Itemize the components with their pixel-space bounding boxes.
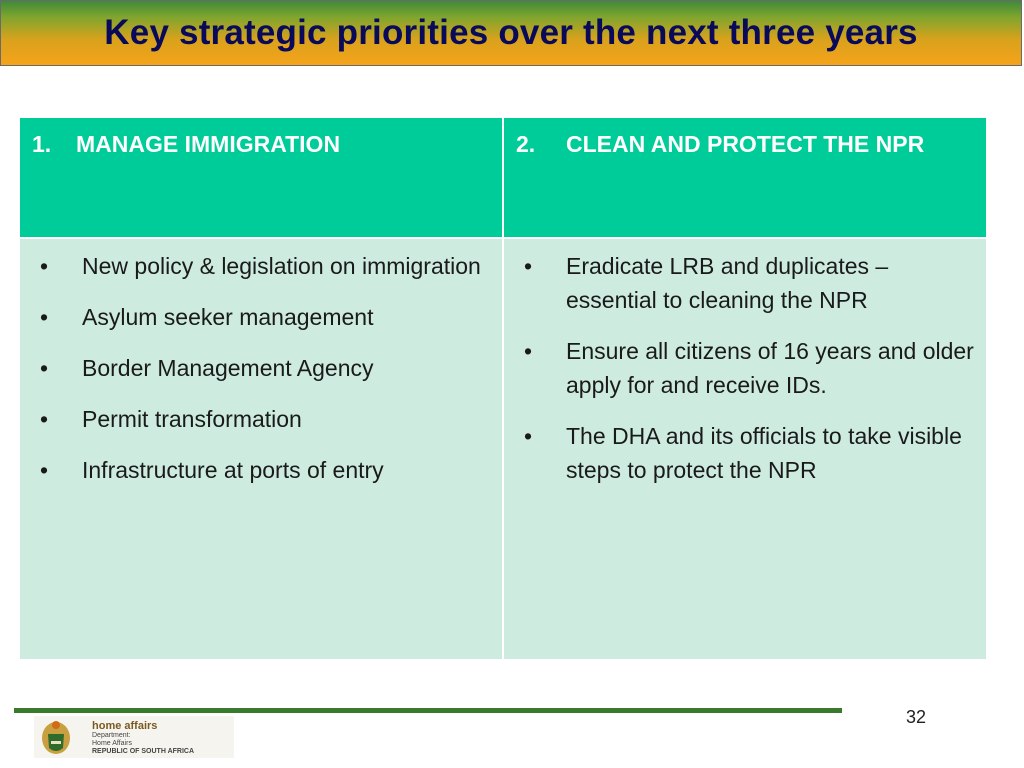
logo-line-2: Home Affairs: [92, 740, 132, 747]
column-body-manage-immigration: [19, 238, 503, 660]
bullet-icon: •: [524, 423, 533, 449]
list-item: [30, 249, 490, 283]
list-item-text: The DHA and its officials to take visible steps to protect the NPR: [566, 423, 962, 483]
list-item: [30, 402, 490, 436]
list-item: [30, 351, 490, 385]
slide-title: Key strategic priorities over the next three years: [104, 13, 918, 52]
list-item-text: Infrastructure at ports of entry: [82, 457, 384, 483]
bullet-list: [504, 239, 986, 487]
list-item: [30, 453, 490, 487]
bullet-icon: •: [40, 355, 49, 381]
bullet-icon: •: [40, 457, 49, 483]
bullet-icon: •: [524, 338, 533, 364]
list-item: [514, 419, 974, 487]
department-logo-text: [92, 720, 194, 756]
bullet-icon: •: [40, 304, 49, 330]
bullet-icon: •: [40, 253, 49, 279]
table-header-row: [19, 117, 987, 238]
footer-rule: [14, 708, 842, 713]
list-item-text: New policy & legislation on immigration: [82, 253, 481, 279]
column-header-manage-immigration: [19, 117, 503, 238]
logo-name: home affairs: [92, 720, 158, 732]
column-header-clean-protect-npr: [503, 117, 987, 238]
list-item: [30, 300, 490, 334]
column-number: 1.: [32, 131, 52, 157]
priorities-table: [18, 116, 988, 661]
column-heading: CLEAN AND PROTECT THE NPR: [566, 131, 925, 157]
list-item-text: Asylum seeker management: [82, 304, 374, 330]
column-number: 2.: [516, 131, 536, 157]
table-body-row: [19, 238, 987, 660]
list-item: [514, 334, 974, 402]
logo-line-1: Department:: [92, 732, 131, 739]
bullet-icon: •: [40, 406, 49, 432]
list-item-text: Eradicate LRB and duplicates – essential to cleaning the NPR: [566, 253, 889, 313]
column-heading: MANAGE IMMIGRATION: [76, 131, 341, 157]
logo-line-3: REPUBLIC OF SOUTH AFRICA: [92, 748, 195, 755]
bullet-icon: •: [524, 253, 533, 279]
list-item: [514, 249, 974, 317]
column-body-clean-protect-npr: [503, 238, 987, 660]
list-item-text: Border Management Agency: [82, 355, 374, 381]
bullet-list: [20, 239, 502, 487]
page-number: 32: [906, 707, 927, 727]
list-item-text: Ensure all citizens of 16 years and older apply for and receive IDs.: [566, 338, 974, 398]
list-item-text: Permit transformation: [82, 406, 302, 432]
